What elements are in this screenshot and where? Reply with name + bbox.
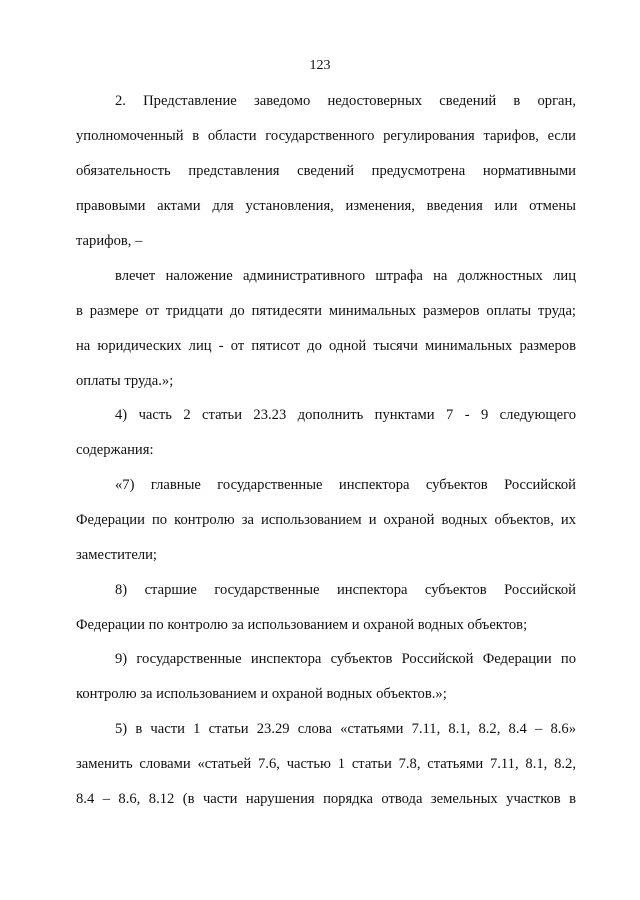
text-line: обязательность представления сведений предусмотрена нормативными [76,163,576,179]
text-line: 5) в части 1 статьи 23.29 слова «статьями 7.11, 8.1, 8.2, 8.4 – 8.6» [115,721,576,737]
text-line: на юридических лиц - от пятисот до одной тысячи минимальных размеров [76,338,576,354]
text-line: Федерации по контролю за использованием и охраной водных объектов; [76,617,528,633]
text-line: 2. Представление заведомо недостоверных сведений в орган, [115,93,576,109]
text-line: контролю за использованием и охраной водных объектов.»; [76,686,447,702]
text-line: в размере от тридцати до пятидесяти минимальных размеров оплаты труда; [76,303,576,319]
text-line: влечет наложение административного штрафа на должностных лиц [115,268,576,284]
text-line: 9) государственные инспектора субъектов Российской Федерации по [115,651,576,667]
text-line: правовыми актами для установления, изменения, введения или отмены [76,198,576,214]
text-line: уполномоченный в области государственного регулирования тарифов, если [76,128,576,144]
text-line: 8) старшие государственные инспектора субъектов Российской [115,582,576,598]
text-line: заместители; [76,547,157,563]
text-line: «7) главные государственные инспектора субъектов Российской [115,477,576,493]
text-line: 8.4 – 8.6, 8.12 (в части нарушения порядка отвода земельных участков в [76,791,576,807]
text-line: тарифов, – [76,233,143,249]
page-number: 123 [309,58,331,73]
text-line: Федерации по контролю за использованием и охраной водных объектов, их [76,512,576,528]
text-line: 4) часть 2 статьи 23.23 дополнить пунктами 7 - 9 следующего [115,407,576,423]
text-line: содержания: [76,442,154,458]
text-line: оплаты труда.»; [76,373,174,389]
text-line: заменить словами «статьей 7.6, частью 1 статьи 7.8, статьями 7.11, 8.1, 8.2, [76,756,576,772]
